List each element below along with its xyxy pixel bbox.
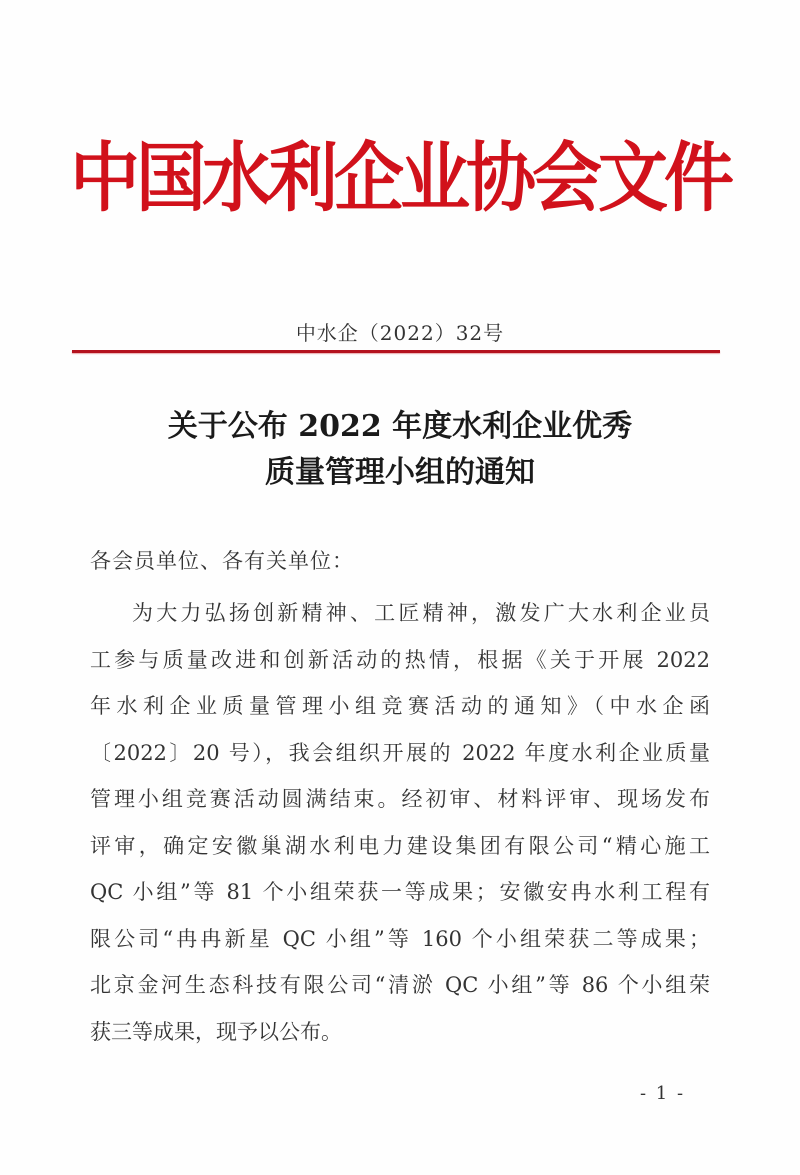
body-line: 年水利企业质量管理小组竞赛活动的通知》（中水企函 (90, 694, 710, 718)
body-line: 获三等成果，现予以公布。 (90, 1019, 342, 1044)
body-line: QC 小组”等 81 个小组荣获一等成果；安徽安冉水利工程有 (90, 880, 710, 904)
document-number: 中水企（2022）32号 (295, 321, 505, 345)
salutation: 各会员单位、各有关单位： (90, 549, 354, 573)
body-line: 评审，确定安徽巢湖水利电力建设集团有限公司“精心施工 (90, 833, 710, 858)
body-line: 〔2022〕20 号），我会组织开展的 2022 年度水利企业质量 (90, 740, 710, 765)
body-paragraph (90, 590, 710, 1055)
notice-title-line-2: 质量管理小组的通知 (265, 455, 535, 490)
body-line: 工参与质量改进和创新活动的热情，根据《关于开展 2022 (90, 647, 710, 672)
notice-title-line-1: 关于公布 2022 年度水利企业优秀 (167, 409, 633, 444)
body-line: 限公司“冉冉新星 QC 小组”等 160 个小组荣获二等成果； (90, 926, 710, 951)
masthead-title: 中国水利企业协会文件 (70, 133, 730, 223)
red-divider-line (72, 350, 720, 353)
page-number: - 1 - (640, 1083, 686, 1104)
body-line: 为大力弘扬创新精神、工匠精神，激发广大水利企业员 (132, 601, 710, 625)
body-line: 管理小组竞赛活动圆满结束。经初审、材料评审、现场发布 (90, 787, 710, 811)
body-line: 北京金河生态科技有限公司“清淤 QC 小组”等 86 个小组荣 (90, 973, 710, 997)
notice-title (60, 404, 740, 496)
